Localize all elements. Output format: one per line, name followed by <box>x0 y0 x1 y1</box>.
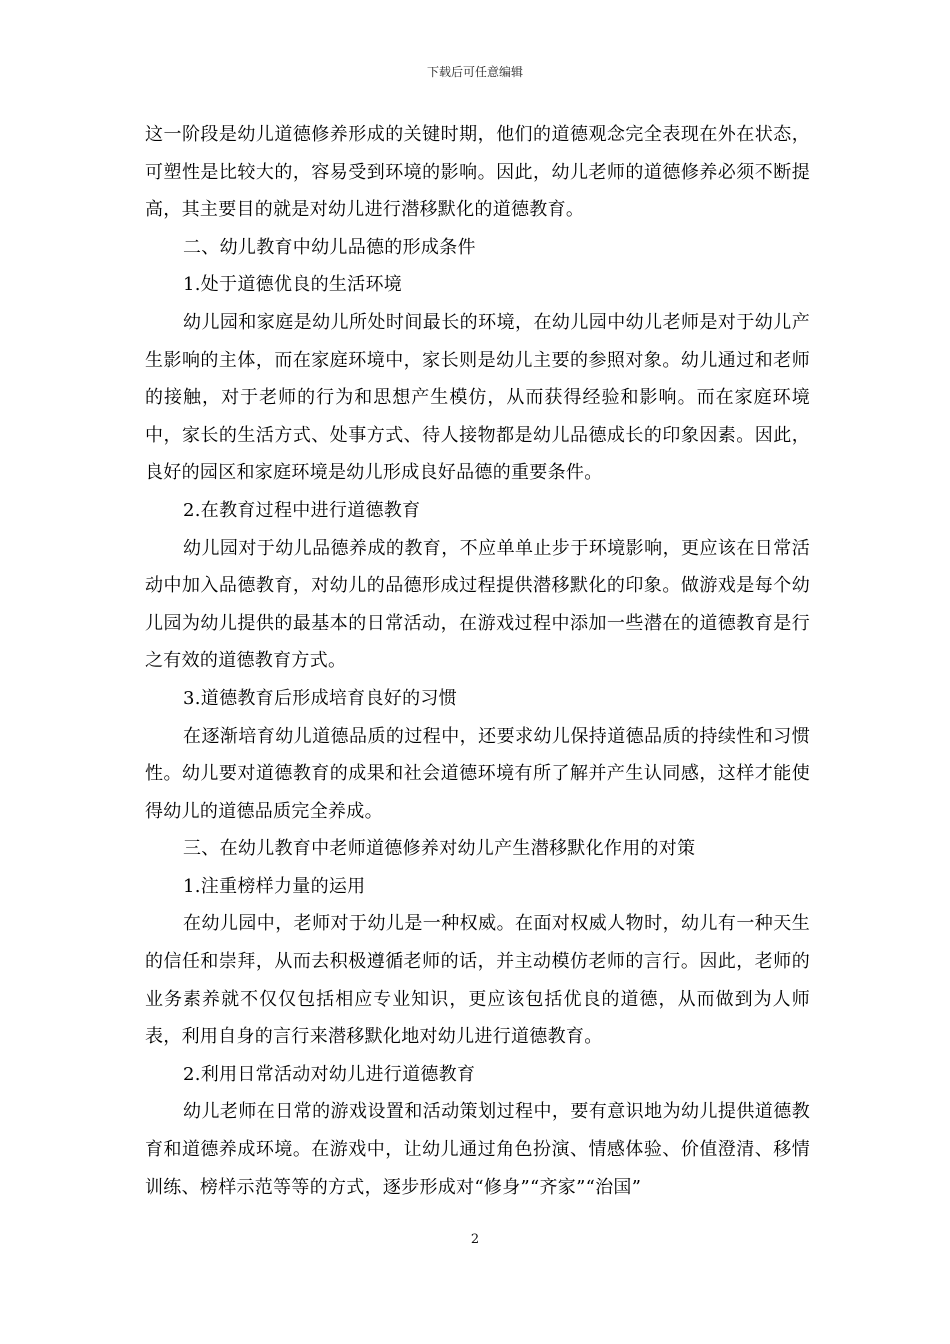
subsection-heading: 2.在教育过程中进行道德教育 <box>183 499 421 521</box>
section-heading: 三、在幼儿教育中老师道德修养对幼儿产生潜移默化作用的对策 <box>183 838 696 860</box>
subsection-heading: 1.注重榜样力量的运用 <box>183 875 366 897</box>
paragraph: 在逐渐培育幼儿道德品质的过程中，还要求幼儿保持道德品质的持续性和习惯性。幼儿要对道德教育的成果和社会道德环境有所了解并产生认同感，这样才能使得幼儿的道德品质完全养成。 <box>145 725 810 822</box>
page-footer <box>0 1232 950 1248</box>
subsection-heading: 3.道德教育后形成培育良好的习惯 <box>183 687 457 709</box>
paragraph: 在幼儿园中，老师对于幼儿是一种权威。在面对权威人物时，幼儿有一种天生的信任和崇拜，从而去积极遵循老师的话，并主动模仿老师的言行。因此，老师的业务素养就不仅仅包括相应专业知识，更应该包括优良的道德，从而做到为人师表，利用自身的言行来潜移默化地对幼儿进行道德教育。 <box>145 913 810 1048</box>
subsection-heading: 1.处于道德优良的生活环境 <box>183 274 403 296</box>
page-header <box>0 64 950 80</box>
subsection-heading: 2.利用日常活动对幼儿进行道德教育 <box>183 1063 476 1085</box>
page-number: 2 <box>470 1232 480 1247</box>
paragraph: 幼儿园对于幼儿品德养成的教育，不应单单止步于环境影响，更应该在日常活动中加入品德教育，对幼儿的品德形成过程提供潜移默化的印象。做游戏是每个幼儿园为幼儿提供的最基本的日常活动，在游戏过程中添加一些潜在的道德教育是行之有效的道德教育方式。 <box>145 537 810 672</box>
section-heading: 二、幼儿教育中幼儿品德的形成条件 <box>183 236 476 258</box>
paragraph: 幼儿老师在日常的游戏设置和活动策划过程中，要有意识地为幼儿提供道德教育和道德养成环境。在游戏中，让幼儿通过角色扮演、情感体验、价值澄清、移情训练、榜样示范等等的方式，逐步形成对“修身”“齐家”“治国” <box>145 1101 810 1198</box>
paragraph: 幼儿园和家庭是幼儿所处时间最长的环境，在幼儿园中幼儿老师是对于幼儿产生影响的主体，而在家庭环境中，家长则是幼儿主要的参照对象。幼儿通过和老师的接触，对于老师的行为和思想产生模仿，从而获得经验和影响。而在家庭环境中，家长的生活方式、处事方式、待人接物都是幼儿品德成长的印象因素。因此，良好的园区和家庭环境是幼儿形成良好品德的重要条件。 <box>145 311 810 484</box>
document-body <box>145 116 810 1206</box>
paragraph: 这一阶段是幼儿道德修养形成的关键时期，他们的道德观念完全表现在外在状态，可塑性是比较大的，容易受到环境的影响。因此，幼儿老师的道德修养必须不断提高，其主要目的就是对幼儿进行潜移默化的道德教育。 <box>145 124 810 221</box>
header-note: 下载后可任意编辑 <box>426 65 523 79</box>
